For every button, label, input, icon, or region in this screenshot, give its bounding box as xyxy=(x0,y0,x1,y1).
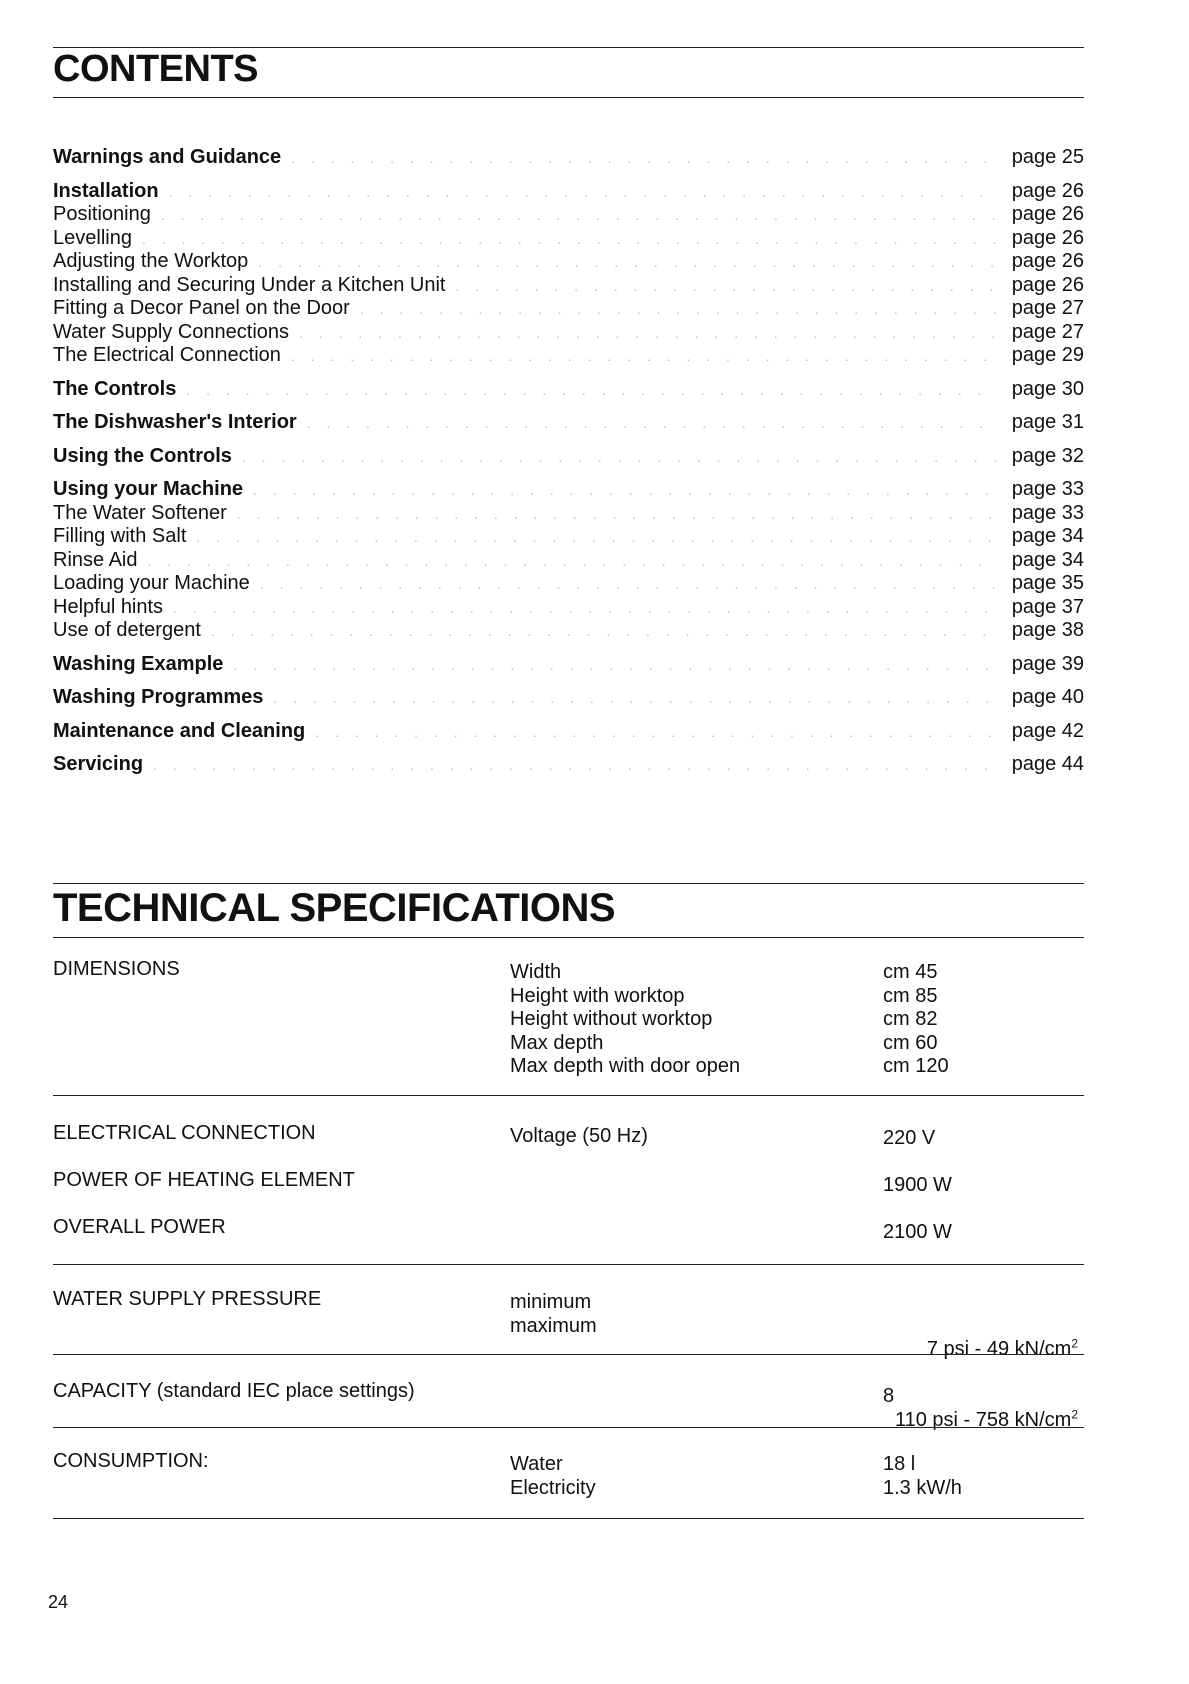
spec-value: cm 45 xyxy=(883,961,938,983)
toc-entry xyxy=(53,596,1084,620)
spec-value: cm 85 xyxy=(883,984,938,1007)
toc-leader-dots xyxy=(299,322,996,346)
toc-entry-page: page 26 xyxy=(1011,273,1084,296)
toc-entry-label: Maintenance and Cleaning xyxy=(53,719,306,742)
toc-entry-page: page 26 xyxy=(1011,203,1084,225)
toc-entry-page: page 26 xyxy=(1011,226,1084,249)
toc-entry xyxy=(53,619,1084,643)
spec-value: 110 psi - 758 $kN/cm^2$ xyxy=(894,1406,1078,1431)
toc-entry-label: Rinse Aid xyxy=(53,548,138,571)
spec-label: CAPACITY (standard IEC place settings) xyxy=(53,1380,415,1402)
specs-top-rule xyxy=(53,883,1084,884)
toc-leader-dots xyxy=(196,526,996,550)
toc-leader-dots xyxy=(455,275,996,299)
toc-entry-label: Using your Machine xyxy=(53,478,244,500)
spec-item: minimum xyxy=(510,1291,592,1313)
spec-label: POWER OF HEATING ELEMENT xyxy=(53,1169,355,1191)
spec-label: ELECTRICAL CONNECTION xyxy=(53,1122,316,1144)
toc-entry-page: page 40 xyxy=(1011,686,1084,708)
spec-electrical xyxy=(53,1122,1084,1148)
spec-item: Height without worktop xyxy=(510,1008,713,1030)
toc-entry-label: The Electrical Connection xyxy=(53,344,281,366)
toc-leader-dots xyxy=(142,228,996,252)
spec-label: DIMENSIONS xyxy=(53,958,180,980)
toc-leader-dots xyxy=(307,412,996,436)
toc-leader-dots xyxy=(315,721,996,745)
toc-entry-page: page 29 xyxy=(1011,344,1084,366)
toc-entry xyxy=(53,572,1084,596)
toc-entry xyxy=(53,720,1084,744)
toc-entry-page: page 27 xyxy=(1011,320,1084,343)
toc-entry-label: The Controls xyxy=(53,377,177,400)
toc-entry-label: Using the Controls xyxy=(53,444,232,467)
spec-items xyxy=(510,961,740,1079)
toc-leader-dots xyxy=(291,345,996,369)
toc-entry-page: page 31 xyxy=(1011,411,1084,433)
toc-entry-label: Adjusting the Worktop xyxy=(53,250,249,272)
spec-divider xyxy=(53,1427,1084,1428)
spec-item: Voltage (50 Hz) xyxy=(510,1125,648,1147)
toc-entry xyxy=(53,525,1084,549)
spec-value: 7 psi - 49 $kN/cm^2$ xyxy=(926,1336,1078,1360)
toc-entry-page: page 26 xyxy=(1011,179,1084,202)
toc-entry-page: page 39 xyxy=(1011,652,1084,675)
toc-entry xyxy=(53,297,1084,321)
toc-entry-label: Installation xyxy=(53,179,159,202)
spec-value: cm 82 xyxy=(883,1008,938,1030)
toc-entry-label: Use of detergent xyxy=(53,619,201,641)
toc-entry xyxy=(53,274,1084,298)
toc-entry xyxy=(53,146,1084,170)
toc-entry-page: page 32 xyxy=(1011,444,1084,467)
spec-items xyxy=(510,1453,596,1500)
spec-values xyxy=(883,961,949,1079)
specs-title-rule xyxy=(53,937,1084,938)
toc-entry-label: Installing and Securing Under a Kitchen Unit xyxy=(53,273,446,296)
specs-title: TECHNICAL SPECIFICATIONS xyxy=(53,886,616,930)
toc-entry xyxy=(53,411,1084,435)
table-of-contents xyxy=(53,146,1084,777)
spec-label: OVERALL POWER xyxy=(53,1216,226,1238)
toc-entry-page: page 26 xyxy=(1011,250,1084,272)
toc-leader-dots xyxy=(291,147,996,171)
toc-entry-label: Positioning xyxy=(53,203,151,225)
spec-value: 1900 W xyxy=(883,1174,952,1196)
toc-leader-dots xyxy=(242,446,996,470)
spec-value: 2100 W xyxy=(883,1221,952,1243)
toc-entry-page: page 44 xyxy=(1011,753,1084,775)
spec-dimensions xyxy=(53,958,1084,1078)
page-number: 24 xyxy=(48,1592,69,1612)
spec-item: maximum xyxy=(510,1314,597,1337)
spec-item: Max depth with door open xyxy=(510,1055,741,1077)
spec-divider xyxy=(53,1518,1084,1519)
toc-entry-label: Fitting a Decor Panel on the Door xyxy=(53,297,350,319)
toc-entry-page: page 25 xyxy=(1011,146,1084,168)
toc-entry-label: Filling with Salt xyxy=(53,525,187,547)
toc-entry-label: Levelling xyxy=(53,226,132,249)
spec-value: 220 V xyxy=(883,1127,936,1149)
toc-entry-label: The Water Softener xyxy=(53,501,227,524)
toc-leader-dots xyxy=(273,687,996,711)
toc-entry xyxy=(53,653,1084,677)
toc-entry xyxy=(53,203,1084,227)
toc-entry-page: page 37 xyxy=(1011,595,1084,618)
toc-entry-label: Helpful hints xyxy=(53,595,164,618)
toc-leader-dots xyxy=(237,503,996,527)
toc-entry-page: page 30 xyxy=(1011,377,1084,400)
toc-leader-dots xyxy=(258,251,996,275)
toc-leader-dots xyxy=(260,573,996,597)
toc-leader-dots xyxy=(211,620,996,644)
toc-entry-label: The Dishwasher's Interior xyxy=(53,411,297,433)
toc-entry xyxy=(53,478,1084,502)
spec-divider xyxy=(53,1095,1084,1096)
spec-item: Electricity xyxy=(510,1476,596,1499)
toc-entry-page: page 33 xyxy=(1011,478,1084,500)
toc-leader-dots xyxy=(173,597,996,621)
spec-divider xyxy=(53,1264,1084,1265)
toc-entry-page: page 33 xyxy=(1011,501,1084,524)
spec-values xyxy=(883,1453,962,1500)
spec-capacity xyxy=(53,1380,1084,1406)
spec-consumption xyxy=(53,1450,1084,1500)
toc-entry xyxy=(53,502,1084,526)
spec-heating xyxy=(53,1169,1084,1195)
toc-entry xyxy=(53,445,1084,469)
toc-entry-page: page 34 xyxy=(1011,548,1084,571)
toc-entry-page: page 34 xyxy=(1011,525,1084,547)
toc-entry-page: page 27 xyxy=(1011,297,1084,319)
toc-entry-label: Water Supply Connections xyxy=(53,320,290,343)
toc-entry xyxy=(53,344,1084,368)
toc-entry-label: Washing Example xyxy=(53,652,224,675)
toc-leader-dots xyxy=(169,181,996,205)
toc-leader-dots xyxy=(253,479,996,503)
toc-entry-page: page 38 xyxy=(1011,619,1084,641)
contents-bottom-rule xyxy=(53,97,1084,98)
contents-title: CONTENTS xyxy=(53,48,258,90)
spec-value: 8 xyxy=(883,1385,895,1407)
toc-entry-label: Warnings and Guidance xyxy=(53,146,282,168)
spec-item: Water xyxy=(510,1453,563,1475)
spec-value: 1.3 kW/h xyxy=(883,1476,962,1499)
spec-item: Width xyxy=(510,961,562,983)
toc-entry xyxy=(53,686,1084,710)
toc-entry-page: page 35 xyxy=(1011,572,1084,594)
toc-entry xyxy=(53,227,1084,251)
toc-entry xyxy=(53,549,1084,573)
toc-entry-label: Loading your Machine xyxy=(53,572,250,594)
spec-item: Height with worktop xyxy=(510,984,685,1007)
spec-value: cm 120 xyxy=(883,1055,949,1077)
toc-entry-page: page 42 xyxy=(1011,719,1084,742)
toc-entry xyxy=(53,378,1084,402)
spec-item: Max depth xyxy=(510,1031,604,1054)
spec-divider xyxy=(53,1354,1084,1355)
spec-value: cm 60 xyxy=(883,1031,938,1054)
toc-leader-dots xyxy=(233,654,996,678)
toc-entry-label: Servicing xyxy=(53,753,144,775)
toc-leader-dots xyxy=(153,754,996,778)
toc-leader-dots xyxy=(161,204,996,228)
spec-value: 18 l xyxy=(883,1453,916,1475)
toc-entry xyxy=(53,753,1084,777)
toc-entry xyxy=(53,321,1084,345)
toc-entry xyxy=(53,250,1084,274)
toc-leader-dots xyxy=(360,298,996,322)
spec-overall xyxy=(53,1216,1084,1242)
toc-leader-dots xyxy=(148,550,997,574)
spec-label: WATER SUPPLY PRESSURE xyxy=(53,1288,322,1310)
toc-entry xyxy=(53,180,1084,204)
spec-items xyxy=(510,1291,597,1338)
spec-label: CONSUMPTION: xyxy=(53,1450,209,1472)
toc-leader-dots xyxy=(186,379,996,403)
toc-entry-label: Washing Programmes xyxy=(53,686,264,708)
